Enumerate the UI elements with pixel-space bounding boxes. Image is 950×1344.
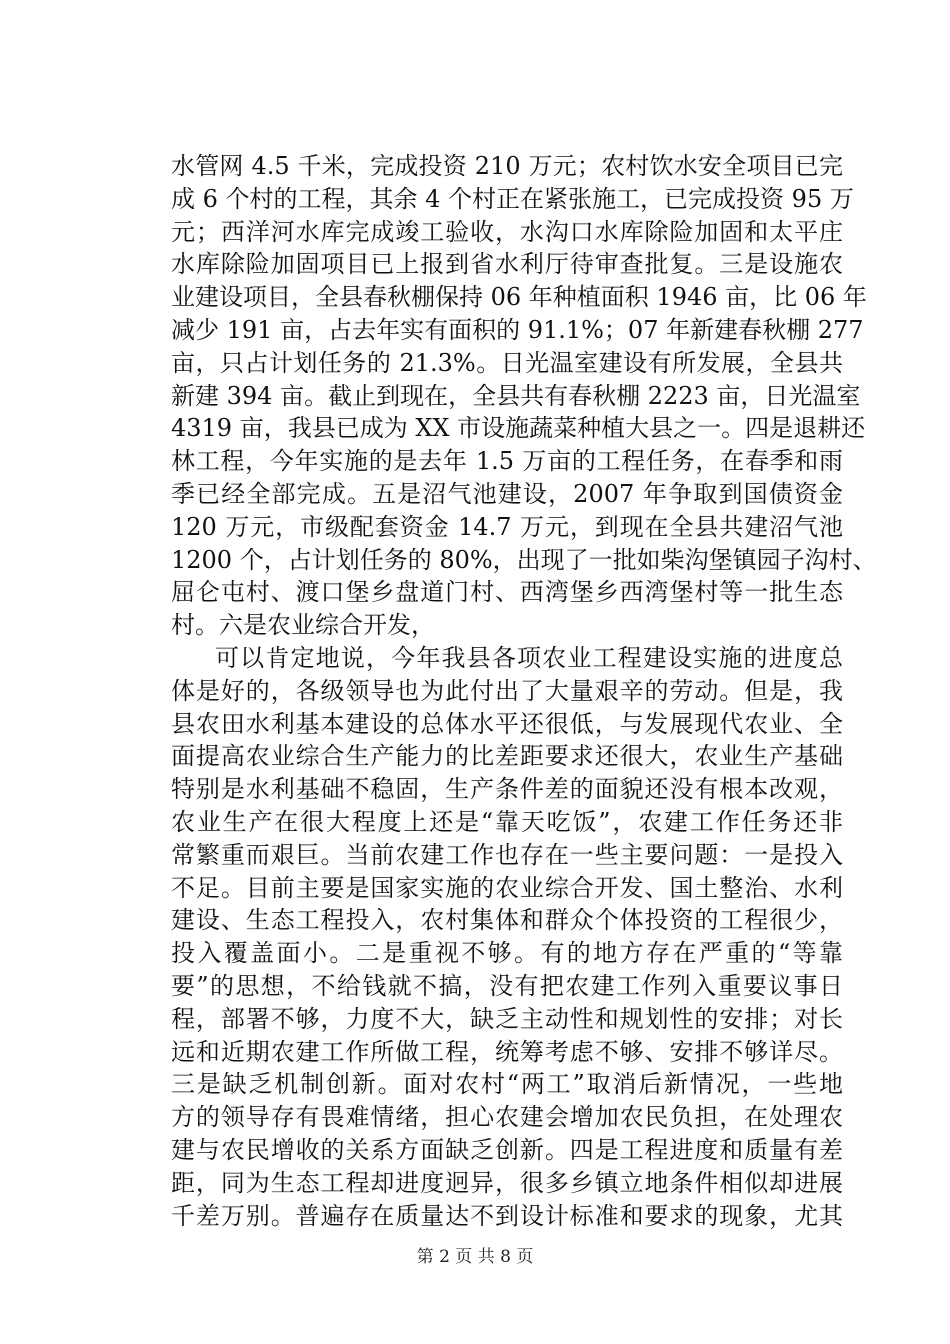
- text-line: 4319 亩，我县已成为 XX 市设施蔬菜种植大县之一。四是退耕还: [171, 414, 866, 443]
- text-line: 常繁重而艰巨。当前农建工作也存在一些主要问题：一是投入: [171, 840, 843, 869]
- text-line: 可以肯定地说，今年我县各项农业工程建设实施的进度总: [215, 643, 843, 672]
- text-line: 要”的思想，不给钱就不搞，没有把农建工作列入重要议事日: [171, 971, 843, 1000]
- text-line: 建与农民增收的关系方面缺乏创新。四是工程进度和质量有差: [171, 1135, 843, 1164]
- text-line: 距，同为生态工程却进度迥异，很多乡镇立地条件相似却进展: [171, 1168, 843, 1197]
- text-line: 业建设项目，全县春秋棚保持 06 年种植面积 1946 亩，比 06 年: [171, 283, 867, 312]
- text-line: 季已经全部完成。五是沼气池建设，2007 年争取到国债资金: [171, 479, 843, 508]
- text-line: 水管网 4.5 千米，完成投资 210 万元；农村饮水安全项目已完: [171, 152, 843, 180]
- text-line: 成 6 个村的工程，其余 4 个村正在紧张施工，已完成投资 95 万: [171, 184, 854, 213]
- text-line: 屈仑屯村、渡口堡乡盘道门村、西湾堡乡西湾堡村等一批生态: [171, 578, 843, 607]
- text-line: 特别是水利基础不稳固，生产条件差的面貌还没有根本改观，: [171, 775, 843, 804]
- text-line: 水库除险加固项目已上报到省水利厅待审查批复。三是设施农: [171, 250, 843, 279]
- text-line: 元；西洋河水库完成竣工验收，水沟口水库除险加固和太平庄: [171, 217, 843, 246]
- text-line: 三是缺乏机制创新。面对农村“两工”取消后新情况，一些地: [171, 1070, 843, 1099]
- paragraph-2: [171, 642, 843, 1232]
- text-line: 面提高农业综合生产能力的比差距要求还很大，农业生产基础: [171, 742, 843, 771]
- text-line: 投入覆盖面小。二是重视不够。有的地方存在严重的“等靠: [171, 939, 843, 968]
- text-line: 1200 个，占计划任务的 80%，出现了一批如柴沟堡镇园子沟村、: [171, 545, 877, 574]
- text-line: 方的领导存有畏难情绪，担心农建会增加农民负担，在处理农: [171, 1103, 843, 1132]
- text-line: 远和近期农建工作所做工程，统筹考虑不够、安排不够详尽。: [171, 1037, 843, 1066]
- text-line: 县农田水利基本建设的总体水平还很低，与发展现代农业、全: [171, 709, 843, 738]
- text-line: 程，部署不够，力度不大，缺乏主动性和规划性的安排；对长: [171, 1004, 843, 1033]
- text-line: 农业生产在很大程度上还是“靠天吃饭”，农建工作任务还非: [171, 807, 843, 836]
- paragraph-1: [171, 150, 877, 642]
- text-line: 千差万别。普遍存在质量达不到设计标准和要求的现象，尤其: [171, 1201, 843, 1230]
- page-number-footer: 第 2 页 共 8 页: [416, 1247, 534, 1267]
- body-text: [171, 150, 877, 1232]
- text-line: 林工程，今年实施的是去年 1.5 万亩的工程任务，在春季和雨: [171, 447, 843, 476]
- text-line: 减少 191 亩，占去年实有面积的 91.1%；07 年新建春秋棚 277: [171, 315, 864, 344]
- text-line: 新建 394 亩。截止到现在，全县共有春秋棚 2223 亩，日光温室: [171, 381, 861, 410]
- text-line: 体是好的，各级领导也为此付出了大量艰辛的劳动。但是，我: [171, 676, 843, 705]
- text-line: 120 万元，市级配套资金 14.7 万元，到现在全县共建沼气池: [171, 512, 843, 541]
- text-line: 不足。目前主要是国家实施的农业综合开发、国土整治、水利: [171, 873, 843, 902]
- text-line: 亩，只占计划任务的 21.3%。日光温室建设有所发展，全县共: [171, 348, 843, 377]
- text-line: 村。六是农业综合开发，: [171, 611, 435, 640]
- text-line: 建设、生态工程投入，农村集体和群众个体投资的工程很少，: [171, 906, 843, 935]
